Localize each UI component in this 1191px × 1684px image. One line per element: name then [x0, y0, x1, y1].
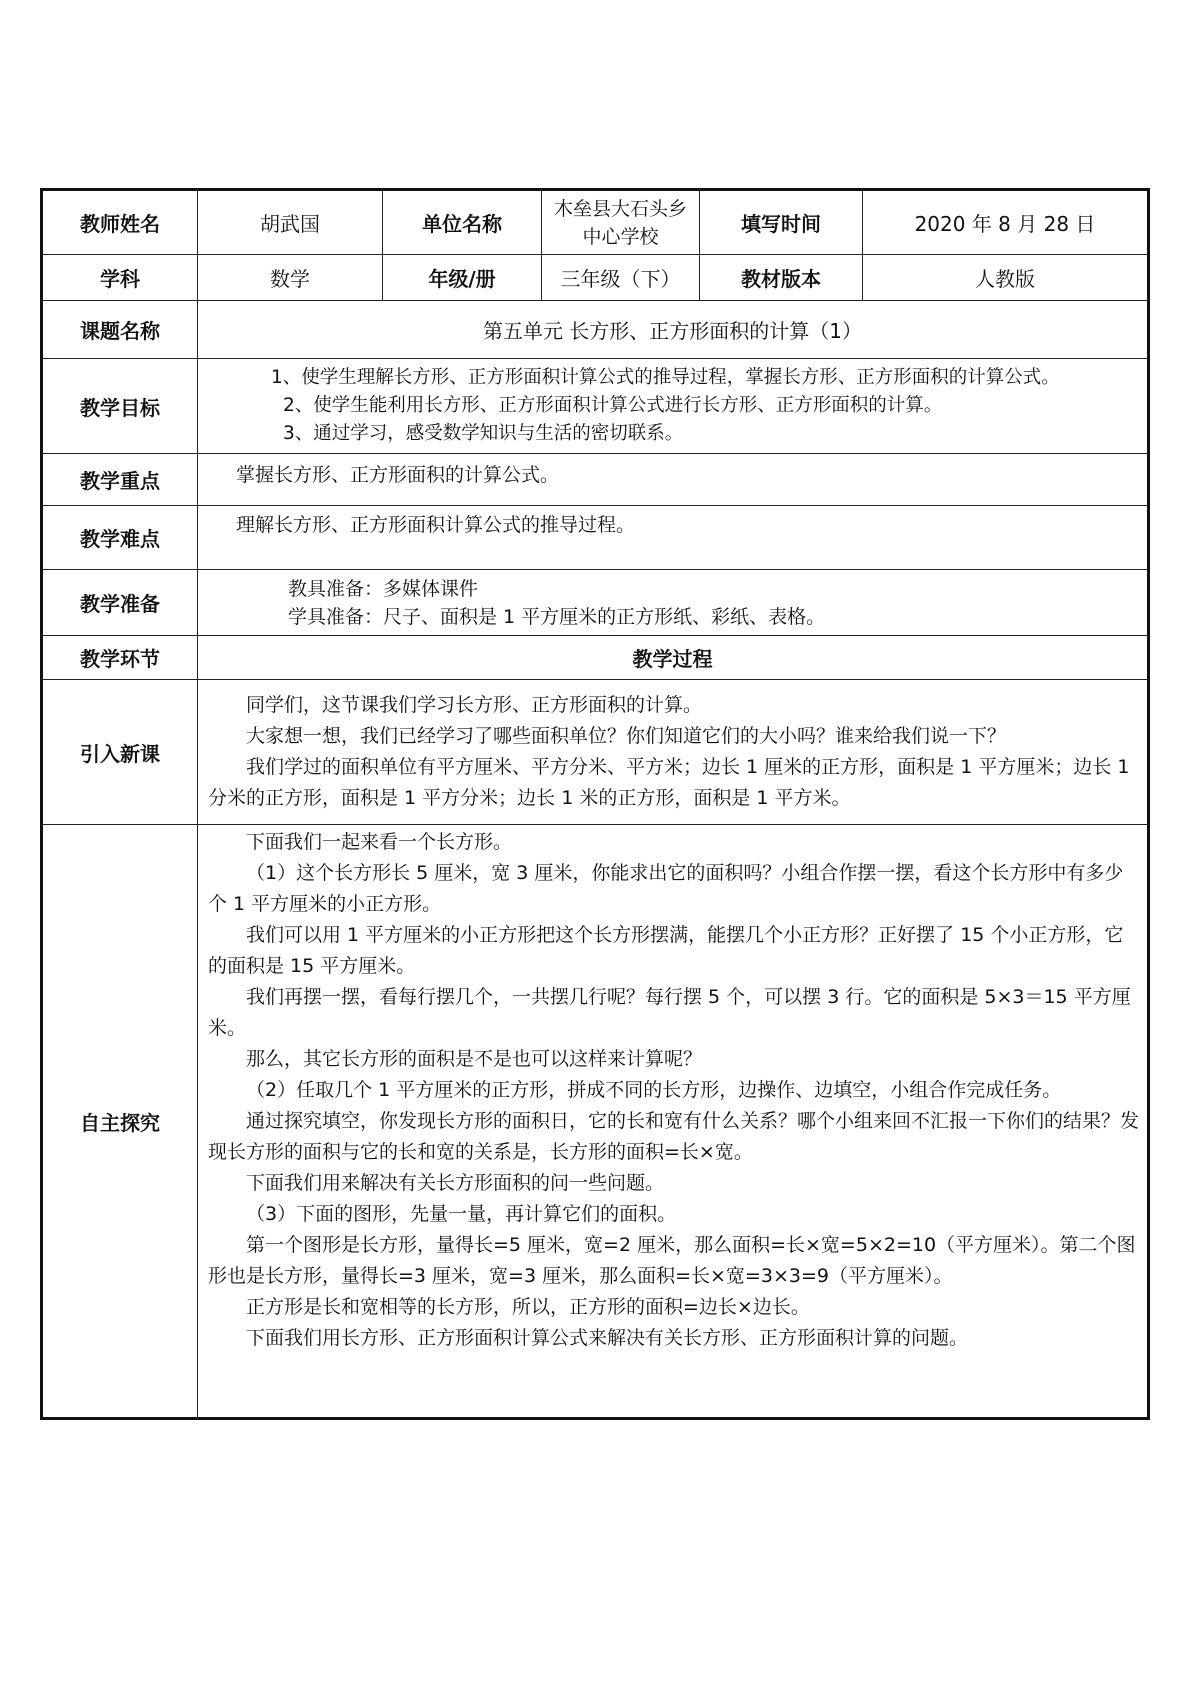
intro-content: [198, 680, 1149, 825]
explore-paragraph: 我们再摆一摆，看每行摆几个，一共摆几行呢？每行摆 5 个，可以摆 3 行。它的面积是 5×3＝15 平方厘米。: [208, 986, 1131, 1039]
goal-item: 2、使学生能利用长方形、正方形面积计算公式进行长方形、正方形面积的计算。: [283, 395, 943, 416]
preparation-content: [198, 570, 1149, 636]
intro-row: [42, 680, 1149, 825]
lesson-plan-sheet: [40, 188, 1147, 1420]
edition-value: 人教版: [863, 255, 1149, 301]
explore-paragraph: 第一个图形是长方形，量得长=5 厘米，宽=2 厘米，那么面积=长×宽=5×2=10（平方厘米）。第二个图形也是长方形，量得长=3 厘米，宽=3 厘米，那么面积=长×宽=3×3=9（平方厘米）。: [208, 1234, 1136, 1287]
preparation-item: 教具准备：多媒体课件: [288, 577, 479, 600]
unit-value-line1: 木垒县大石头乡: [553, 197, 687, 220]
process-step-label: 教学环节: [42, 636, 198, 680]
process-header-row: [42, 636, 1149, 680]
grade-value: 三年级（下）: [542, 255, 700, 301]
header-row-2: [42, 255, 1149, 301]
explore-content: [198, 825, 1149, 1419]
explore-paragraph: 下面我们一起来看一个长方形。: [246, 831, 513, 853]
grade-label: 年级/册: [383, 255, 542, 301]
explore-paragraph: 下面我们用长方形、正方形面积计算公式来解决有关长方形、正方形面积计算的问题。: [246, 1327, 969, 1349]
difficulty-row: [42, 506, 1149, 570]
explore-paragraph: 正方形是长和宽相等的长方形，所以，正方形的面积=边长×边长。: [246, 1296, 810, 1318]
unit-label: 单位名称: [383, 190, 542, 255]
process-label: 教学过程: [198, 636, 1149, 680]
preparation-item: 学具准备：尺子、面积是 1 平方厘米的正方形纸、彩纸、表格。: [288, 605, 826, 628]
goals-row: [42, 359, 1149, 454]
key-point-value: 掌握长方形、正方形面积的计算公式。: [198, 454, 1149, 506]
topic-row: [42, 301, 1149, 359]
explore-paragraph: 通过探究填空，你发现长方形的面积日，它的长和宽有什么关系？哪个小组来回不汇报一下你们的结果？发现长方形的面积与它的长和宽的关系是，长方形的面积=长×宽。: [208, 1110, 1140, 1163]
header-row-1: [42, 190, 1149, 255]
unit-value-line2: 中心学校: [582, 225, 659, 248]
explore-paragraph: （1）这个长方形长 5 厘米，宽 3 厘米，你能求出它的面积吗？小组合作摆一摆，看这个长方形中有多少个 1 平方厘米的小正方形。: [208, 862, 1124, 915]
teacher-value: 胡武国: [198, 190, 383, 255]
explore-paragraph: 我们可以用 1 平方厘米的小正方形把这个长方形摆满，能摆几个小正方形？正好摆了 15 个小正方形，它的面积是 15 平方厘米。: [208, 924, 1124, 977]
subject-value: 数学: [198, 255, 383, 301]
date-label: 填写时间: [700, 190, 863, 255]
teacher-label: 教师姓名: [42, 190, 198, 255]
explore-paragraph: （3）下面的图形，先量一量，再计算它们的面积。: [246, 1203, 677, 1225]
explore-paragraph: （2）任取几个 1 平方厘米的正方形，拼成不同的长方形，边操作、边填空，小组合作完成任务。: [246, 1079, 1062, 1101]
subject-label: 学科: [42, 255, 198, 301]
intro-paragraph: 大家想一想，我们已经学习了哪些面积单位？你们知道它们的大小吗？谁来给我们说一下？: [246, 725, 1007, 747]
unit-value: [542, 190, 700, 255]
key-point-row: [42, 454, 1149, 506]
edition-label: 教材版本: [700, 255, 863, 301]
explore-paragraph: 那么，其它长方形的面积是不是也可以这样来计算呢？: [246, 1048, 703, 1070]
intro-paragraph: 我们学过的面积单位有平方厘米、平方分米、平方米；边长 1 厘米的正方形，面积是 1 平方厘米；边长 1 分米的正方形，面积是 1 平方分米；边长 1 米的正方形，面积是 1 平方米。: [208, 756, 1130, 809]
difficulty-value: 理解长方形、正方形面积计算公式的推导过程。: [198, 506, 1149, 570]
difficulty-label: 教学难点: [42, 506, 198, 570]
goal-item: 3、通过学习，感受数学知识与生活的密切联系。: [283, 423, 684, 444]
goals-content: [198, 359, 1149, 454]
goal-item: 1、使学生理解长方形、正方形面积计算公式的推导过程，掌握长方形、正方形面积的计算公式。: [271, 367, 1060, 388]
topic-value: 第五单元 长方形、正方形面积的计算（1）: [198, 301, 1149, 359]
key-point-label: 教学重点: [42, 454, 198, 506]
explore-paragraph: 下面我们用来解决有关长方形面积的问一些问题。: [246, 1172, 665, 1194]
intro-label: 引入新课: [42, 680, 198, 825]
lesson-plan-table: [40, 188, 1150, 1420]
preparation-row: [42, 570, 1149, 636]
preparation-label: 教学准备: [42, 570, 198, 636]
explore-row: [42, 825, 1149, 1419]
topic-label: 课题名称: [42, 301, 198, 359]
goals-label: 教学目标: [42, 359, 198, 454]
intro-paragraph: 同学们，这节课我们学习长方形、正方形面积的计算。: [246, 694, 703, 716]
date-value: 2020 年 8 月 28 日: [863, 190, 1149, 255]
explore-label: 自主探究: [42, 825, 198, 1419]
